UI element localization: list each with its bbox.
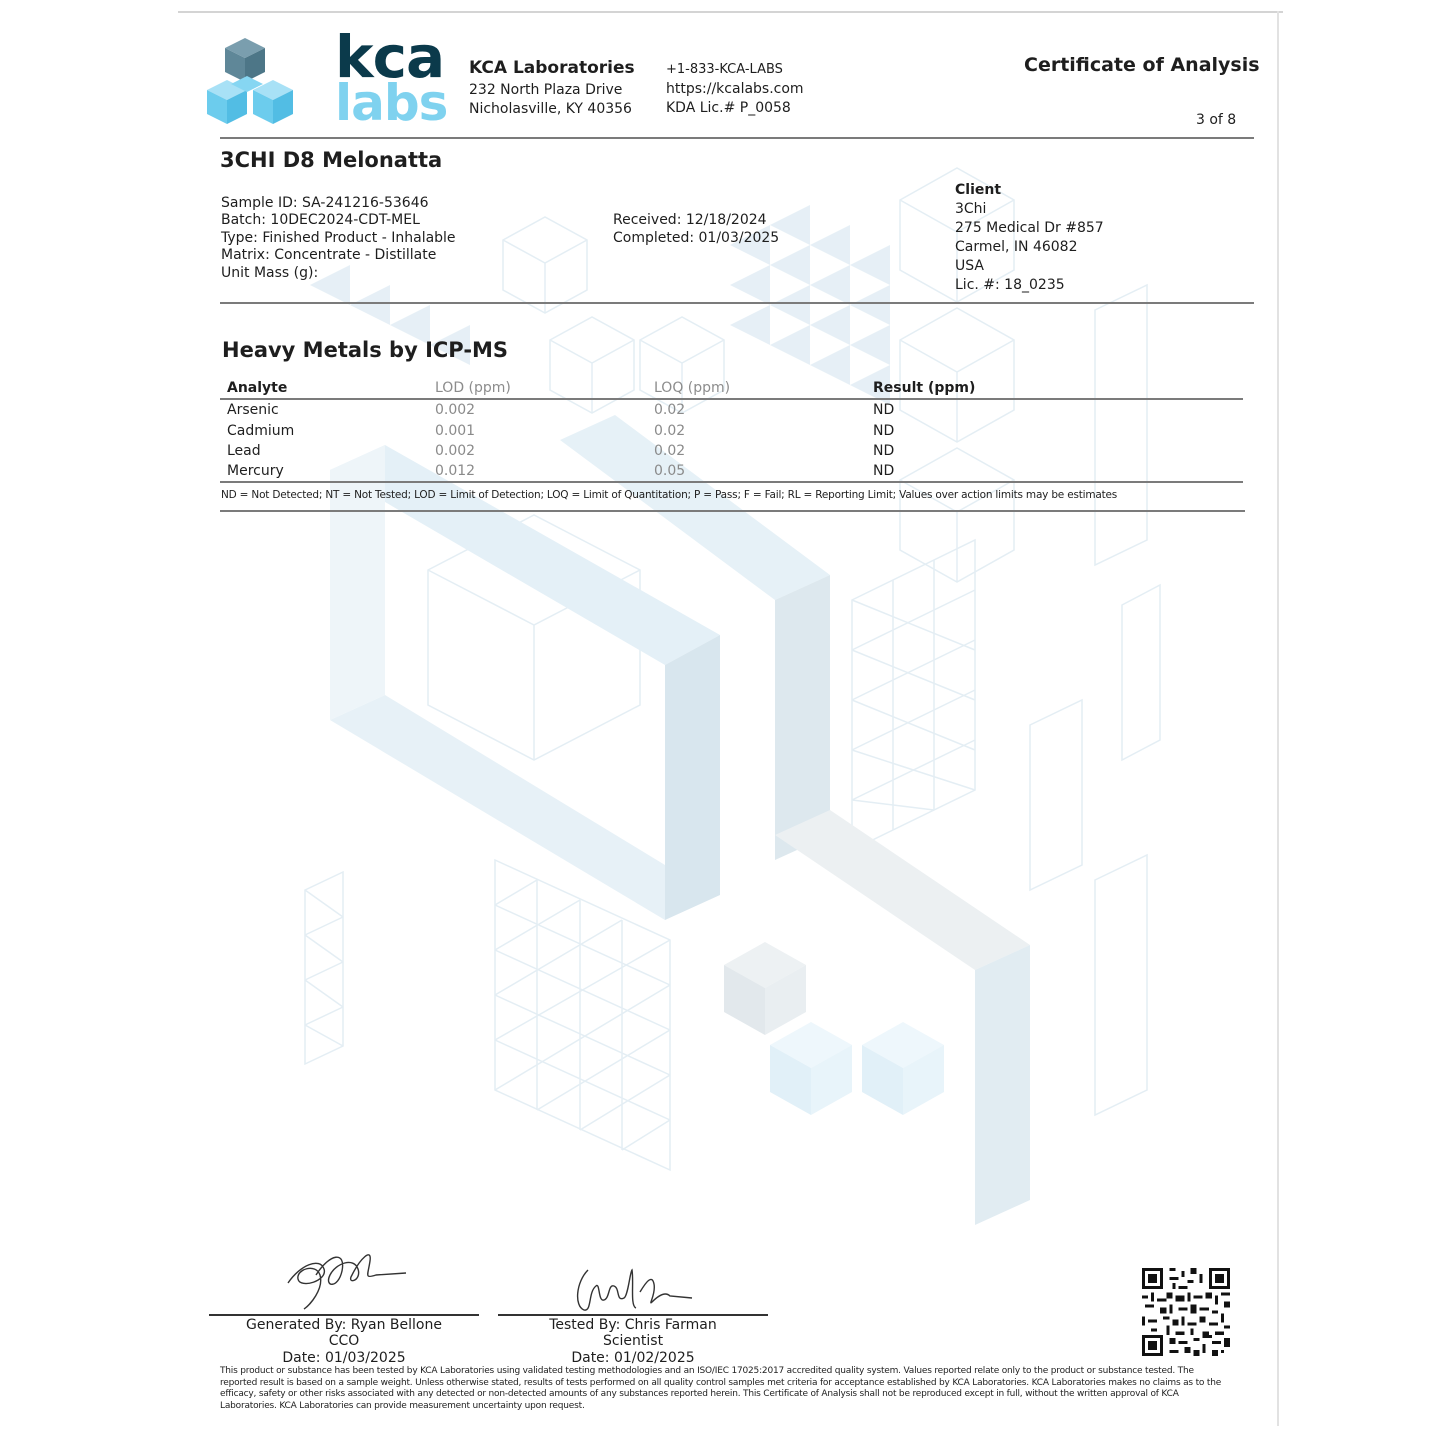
tested-by: Tested By: Chris Farman — [549, 1317, 717, 1333]
loq-value: 0.02 — [654, 402, 686, 418]
section-end-divider — [220, 510, 1245, 512]
lab-address-line1: 232 North Plaza Drive — [469, 82, 623, 98]
signature-chris-farman — [570, 1262, 695, 1317]
result-value: ND — [873, 463, 895, 479]
batch-number: Batch: 10DEC2024-CDT-MEL — [221, 212, 420, 228]
result-value: ND — [873, 402, 895, 418]
column-header-lod: LOD (ppm) — [435, 380, 511, 396]
product-name: 3CHI D8 Melonatta — [220, 148, 443, 172]
generated-date: Date: 01/03/2025 — [282, 1350, 406, 1366]
client-street: 275 Medical Dr #857 — [955, 220, 1104, 236]
generated-role: CCO — [328, 1333, 360, 1349]
signature-line-generated — [209, 1314, 479, 1316]
tested-role: Scientist — [602, 1333, 664, 1349]
table-header-divider — [220, 398, 1243, 400]
column-header-analyte: Analyte — [227, 380, 288, 396]
result-value: ND — [873, 423, 895, 439]
lod-value: 0.002 — [435, 402, 476, 418]
lod-value: 0.001 — [435, 423, 476, 439]
section-title: Heavy Metals by ICP-MS — [222, 338, 509, 362]
sample-matrix: Matrix: Concentrate - Distillate — [221, 247, 437, 263]
analyte-name: Lead — [227, 443, 261, 459]
generated-by: Generated By: Ryan Bellone — [246, 1317, 442, 1333]
client-label: Client — [955, 182, 1002, 198]
lab-name: KCA Laboratories — [469, 58, 635, 78]
logo-wordmark-labs: labs — [335, 74, 448, 132]
sample-type: Type: Finished Product - Inhalable — [221, 230, 456, 246]
column-header-result: Result (ppm) — [873, 380, 976, 396]
completed-date: Completed: 01/03/2025 — [613, 230, 780, 246]
column-header-loq: LOQ (ppm) — [654, 380, 731, 396]
lab-website-link[interactable]: https://kcalabs.com — [666, 81, 804, 97]
sample-id: Sample ID: SA-241216-53646 — [221, 195, 429, 211]
analyte-name: Cadmium — [227, 423, 295, 439]
client-license: Lic. #: 18_0235 — [955, 277, 1065, 293]
signature-line-tested — [498, 1314, 768, 1316]
analyte-name: Arsenic — [227, 402, 279, 418]
signature-ryan-bellone — [280, 1245, 410, 1315]
loq-value: 0.02 — [654, 443, 686, 459]
loq-value: 0.02 — [654, 423, 686, 439]
table-footnote: ND = Not Detected; NT = Not Tested; LOD = Limit of Detection; LOQ = Limit of Quantitation; P = Pass; F = Fail; RL = Reporting Limit; Values over action limits may be estimates — [221, 489, 1118, 501]
header-divider — [220, 137, 1254, 139]
legal-disclaimer: This product or substance has been tested by KCA Laboratories using validated testing methodologies and an ISO/IEC 17025:2017 accredited quality system. Values reported relate only to the product or substance tested. The reported result is based on a sample weight. Unless otherwise stated, results of tests performed on all quality control samples met criteria for acceptance established by KCA Laboratories. KCA Laboratories makes no claims as to the efficacy, safety or other risks associated with any detected or non-detected amounts of any substances reported herein. This Certificate of Analysis shall not be reproduced except in full, without the written approval of KCA Laboratories. KCA Laboratories can provide measurement uncertainty upon request. — [220, 1366, 1222, 1411]
unit-mass: Unit Mass (g): — [221, 265, 319, 281]
table-footer-divider — [220, 481, 1243, 483]
qr-code-icon[interactable] — [1142, 1268, 1230, 1356]
tested-date: Date: 01/02/2025 — [571, 1350, 695, 1366]
lod-value: 0.012 — [435, 463, 476, 479]
document-title: Certificate of Analysis — [1024, 54, 1260, 76]
client-country: USA — [955, 258, 984, 274]
sample-divider — [220, 302, 1254, 304]
client-city: Carmel, IN 46082 — [955, 239, 1078, 255]
page-indicator: 3 of 8 — [1196, 112, 1237, 128]
lab-phone: +1-833-KCA-LABS — [666, 62, 783, 77]
result-value: ND — [873, 443, 895, 459]
lab-address-line2: Nicholasville, KY 40356 — [469, 101, 632, 117]
client-name: 3Chi — [955, 201, 987, 217]
lod-value: 0.002 — [435, 443, 476, 459]
analyte-name: Mercury — [227, 463, 284, 479]
received-date: Received: 12/18/2024 — [613, 212, 767, 228]
loq-value: 0.05 — [654, 463, 686, 479]
logo-wordmark-kca: kca — [335, 23, 445, 91]
lab-license: KDA Lic.# P_0058 — [666, 100, 791, 116]
